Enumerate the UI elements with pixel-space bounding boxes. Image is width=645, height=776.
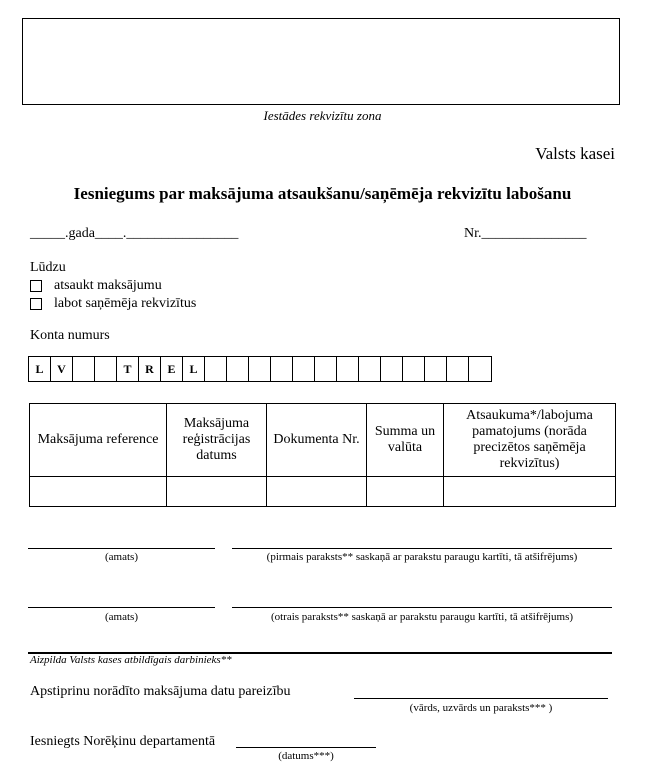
checkbox-correct[interactable]: [30, 298, 42, 310]
table-cell[interactable]: [267, 477, 367, 507]
account-cell[interactable]: [205, 357, 227, 381]
checkbox-revoke[interactable]: [30, 280, 42, 292]
number-field[interactable]: Nr._______________: [464, 226, 587, 241]
account-cell[interactable]: T: [117, 357, 139, 381]
account-cell[interactable]: [447, 357, 469, 381]
date-field[interactable]: _____.gada____.________________: [30, 226, 239, 241]
account-cell[interactable]: [293, 357, 315, 381]
position-label-2: (amats): [105, 611, 138, 623]
account-number-boxes[interactable]: [28, 356, 492, 382]
account-cell[interactable]: [315, 357, 337, 381]
position-label-1: (amats): [105, 551, 138, 563]
account-cell[interactable]: V: [51, 357, 73, 381]
account-cell[interactable]: [271, 357, 293, 381]
requisites-zone-caption: Iestādes rekvizītu zona: [263, 108, 382, 123]
table-cell[interactable]: [167, 477, 267, 507]
signature-line-1[interactable]: [232, 548, 612, 549]
recipient-label: Valsts kasei: [535, 144, 615, 163]
table-cell[interactable]: [444, 477, 616, 507]
document-title: Iesniegums par maksājuma atsaukšanu/saņēmēja rekvizītu labošanu: [73, 184, 572, 203]
submitted-date-label: (datums***): [278, 750, 334, 762]
account-cell[interactable]: R: [139, 357, 161, 381]
col-header-registration-date: Maksājuma reģistrācijas datums: [167, 404, 267, 477]
account-cell[interactable]: E: [161, 357, 183, 381]
treasury-note: Aizpilda Valsts kases atbildīgais darbinieks**: [30, 654, 232, 666]
account-cell[interactable]: [469, 357, 491, 381]
account-cell[interactable]: [249, 357, 271, 381]
col-header-justification: Atsaukuma*/labojuma pamatojums (norāda precizētos saņēmēja rekvizītus): [444, 404, 616, 477]
option-correct-requisites[interactable]: [30, 296, 196, 312]
account-cell[interactable]: [337, 357, 359, 381]
account-cell[interactable]: [359, 357, 381, 381]
payment-table: [29, 403, 616, 507]
requisites-zone-box: [22, 18, 620, 105]
table-row[interactable]: [30, 477, 616, 507]
account-cell[interactable]: [73, 357, 95, 381]
position-line-2[interactable]: [28, 607, 215, 608]
submitted-date-line[interactable]: [236, 747, 376, 748]
table-cell[interactable]: [30, 477, 167, 507]
table-cell[interactable]: [367, 477, 444, 507]
option-revoke-payment[interactable]: [30, 278, 162, 294]
account-cell[interactable]: [403, 357, 425, 381]
account-cell[interactable]: [95, 357, 117, 381]
account-cell[interactable]: L: [183, 357, 205, 381]
confirm-signature-line[interactable]: [354, 698, 608, 699]
account-cell[interactable]: [425, 357, 447, 381]
col-header-document-nr: Dokumenta Nr.: [267, 404, 367, 477]
signature-label-2: (otrais paraksts** saskaņā ar parakstu paraugu kartīti, tā atšifrējums): [270, 611, 574, 623]
option-label: atsaukt maksājumu: [54, 278, 162, 293]
confirm-text: Apstiprinu norādīto maksājuma datu pareizību: [30, 684, 291, 699]
option-label: labot saņēmēja rekvizītus: [54, 296, 197, 311]
signature-line-2[interactable]: [232, 607, 612, 608]
signature-label-1: (pirmais paraksts** saskaņā ar parakstu paraugu kartīti, tā atšifrējums): [266, 551, 578, 563]
account-number-label: Konta numurs: [30, 328, 110, 343]
table-header-row: [30, 404, 616, 477]
account-cell[interactable]: L: [29, 357, 51, 381]
confirm-signature-label: (vārds, uzvārds un paraksts*** ): [409, 702, 553, 714]
col-header-amount-currency: Summa un valūta: [367, 404, 444, 477]
request-heading: Lūdzu: [30, 260, 66, 275]
account-cell[interactable]: [381, 357, 403, 381]
submitted-text: Iesniegts Norēķinu departamentā: [30, 734, 216, 749]
col-header-reference: Maksājuma reference: [30, 404, 167, 477]
account-cell[interactable]: [227, 357, 249, 381]
position-line-1[interactable]: [28, 548, 215, 549]
